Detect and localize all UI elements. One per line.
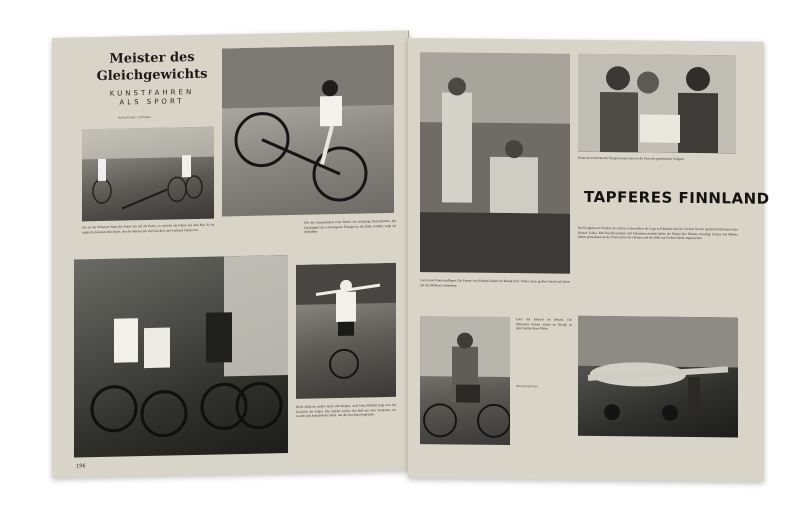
photo-lotta-bicycle	[420, 316, 510, 445]
photo-soldiers-map	[578, 54, 736, 154]
photo-credit: Aufnahmen: Lohmann	[118, 114, 152, 120]
left-page	[52, 31, 409, 478]
right-page	[408, 38, 770, 482]
woman-trick-cycling-drawing	[222, 45, 394, 217]
magazine-spread	[52, 38, 770, 478]
kicker-line2: ALS SPORT	[119, 97, 185, 107]
article-kicker	[88, 88, 216, 109]
radball-players-drawing	[74, 255, 288, 457]
article-title	[88, 49, 216, 86]
caption-lotta-field-post: Lotta beim Frontverpflegen: Die Frauen von Finnland haben im Kampf ihres Volkes einen großen Anteil und halten mit den Männern zusammen.	[420, 278, 570, 288]
article-title-tapferes-finnland: TAPFERES FINNLAND	[584, 187, 770, 208]
kicker-line1: KUNSTFAHREN	[109, 88, 195, 98]
photo-woman-trick-cycling	[222, 45, 394, 217]
aircraft-ground-crew-drawing	[578, 316, 738, 438]
caption-soldiers: Deutsche und finnische Truppen besprechen an der Front die gemeinsame Aufgabe.	[578, 155, 685, 161]
man-trick-cycling-drawing	[296, 263, 396, 399]
lotta-field-post-drawing	[420, 52, 570, 274]
soldiers-map-drawing	[578, 54, 736, 154]
article-title-line1: Meister des	[109, 50, 195, 67]
article-title-line2: Gleichgewichts	[96, 66, 208, 85]
page-number: 196	[76, 463, 86, 470]
photo-lotta-field-post	[420, 52, 570, 274]
caption-bottom: Nicht allein im steilen Spiel oder Reigen, auch beim Radball zeigt sich das Geschick der Fahrer. Die Spieler treiben den Ball mit dem Vorderrad, ein rasches und kampfreiches Spiel, das die Zuschauer begeistert.	[296, 402, 396, 419]
photo-aircraft-ground-crew	[578, 316, 738, 438]
article-body: Die Ereignisse im Norden des Ostens, insbesondere die Lage in Finnland, sind ein Zeichen für den tapferen Widerstand eines kleinen Volkes. Mit Entschlossenheit und Einsatzbereitschaft haben die Finnen ihre Heimat verteidigt. Frauen und Männer stehen gemeinsam an der Front und in der Heimat, und der Wille zur Freiheit bleibt ungebrochen.	[578, 225, 738, 241]
photo-man-trick-cycling	[296, 263, 396, 399]
photo-radball-players	[74, 255, 288, 457]
cyclists-hall-drawing	[82, 127, 214, 222]
caption-top-left: Gut ist das Sicherste Wenn die Kunst tritt auf die Kerze, so schwebt der Fahrer auf dem Rad. Es ist zugleich ein kunstvoller Sport, den der Meister mit viel Geschick und Ausdauer beherrscht.	[82, 222, 214, 234]
lotta-bicycle-drawing	[420, 316, 510, 445]
caption-top-right: Wie die Gymnastinnen Frau Weber, die vielseitige Kunstfahrerin, mit Leichtigkeit die schwierigsten Übungen in der Halle vorführt, zeigt die Aufnahme.	[304, 218, 396, 234]
photo-cyclists-hall	[82, 127, 214, 222]
caption-credit: PK-Aufnahmen	[516, 384, 538, 389]
caption-lotta-bicycle: Lotta mit Fahrrad im Einsatz. Die finnischen Frauen stehen im Kriege an allen Stellen ihren Mann.	[516, 317, 572, 331]
